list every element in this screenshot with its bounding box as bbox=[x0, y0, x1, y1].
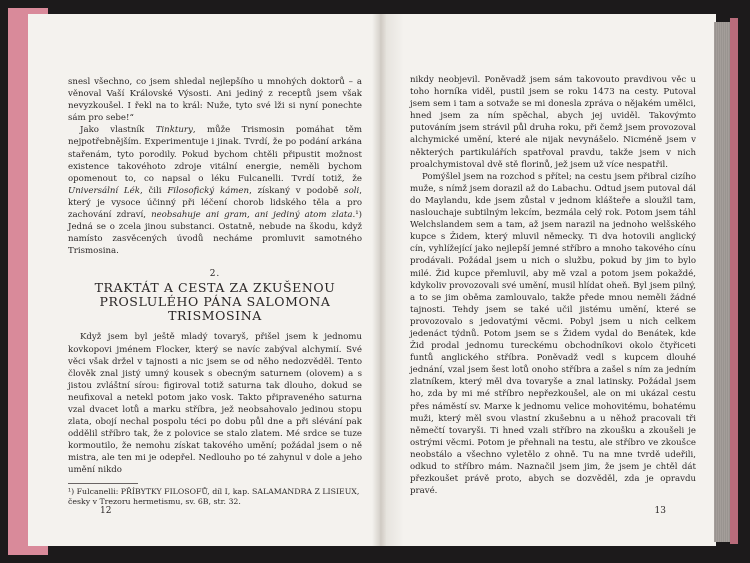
right-page bbox=[386, 14, 716, 546]
footnote-divider bbox=[68, 483, 138, 484]
chapter-title bbox=[68, 281, 362, 323]
right-paragraph-2: Pomýšlel jsem na rozchod s přítel; na cestu jsem přibral cizího muže, s nímž jsem dorazil až do Labachu. Odtud jsem putoval dál do Maylandu, kde jsem zůstal v jednom klášteře a sloužil tam, naslouchaje subtilným lekcím, bezmála celý rok. Potom jsem táhl Welchslandem sem a tam, až jsem narazil na jednoho welšského kupce s Židem, který mluvil německy. Ti dva hotovili anglický cín, vyhlížející jako nejlepší jemné stříbro a mnoho takového cínu prodávali. Požádal jsem u nich o službu, pokud by jim to bylo milé. Žid kupce přemluvil, aby mě vzal a potom jsem pokaždé, kdykoliv provozovali své umění, musil hlídat oheň. Byl jsem pilný, a to se jim oběma zamlouvalo, takže přede mnou neměli žádné tajnosti. Tehdy jsem se také učil jistému umění, které se provozovalo s jedovatými věcmi. Pobyl jsem u nich celkem jedenáct týdnů. Potom jsem se s Židem vydal do Benátek, kde Žid prodal jednomu tureckému obchodníkovi okolo čtyřiceti funtů anglického stříbra. Poněvadž vedl s kupcem dlouhé jednání, vzal jsem šest lotů onoho stříbra a zašel s ním za jedním zlatníkem, který měl dva tovaryše a znal latinsky. Požádal jsem ho, zda by mi mé stříbro nepřezkoušel, ale on mi ukázal cestu přes náměstí sv. Marxe k jednomu velice mohovitému, bohatému muži, který měl svou vlastní zkušebnu a u něhož pracovali tři němečtí tovaryši. Ti hned vzali stříbro na zkoušku a zkoušeli je ostrými věcmi. Potom je přehnali na testu, ale stříbro ve zkoušce neobstálo a všechno vyletělo z ohně. Tu na mne tvrdě udeřili, odkud to stříbro mám. Naznačil jsem jim, že jsem je chtěl dát přezkoušet právě proto, abych se dozvěděl, zda je opravdu pravé. bbox=[410, 171, 696, 497]
book-cover-edge-right bbox=[730, 18, 738, 544]
footnote: ¹) Fulcanelli: PŘÍBYTKY FILOSOFŮ, díl I, kap. SALAMANDRA Z LISIEUX, česky v Trezoru hermetismu, sv. 6B, str. 32. bbox=[68, 486, 360, 507]
left-page bbox=[28, 14, 376, 546]
page-number-left: 12 bbox=[100, 506, 112, 516]
chapter-number: 2. bbox=[209, 269, 221, 280]
chapter-title-line-1: TRAKTÁT A CESTA ZA ZKUŠENOU bbox=[94, 280, 336, 296]
page-number-right: 13 bbox=[654, 506, 666, 516]
chapter-paragraph: Když jsem byl ještě mladý tovaryš, přišel jsem k jednomu kovkopovi jménem Flocker, který se navíc zabýval alchymií. Své věci však držel v tajnosti a nic jsem se od něho nedozvěděl. Tento člověk znal jistý umný kousek s obecným saturnem (olovem) a s jistou zvláštní sírou: figiroval totiž saturna tak dlouho, dokud se neufixoval a netekl potom jako vosk. Takto připraveného saturna vzal dvacet lotů a marku stříbra, jež neobsahovalo jedinou stopu zlata, obojí nechal pospolu téci po dobu půl dne a při slévání pak oddělil stříbro tak, že z polovice se stalo zlatem. Mé srdce se tuze kormoutilo, že nemohu získat takového umění; požádal jsem o ně mistra, ale ten mi je odepřel. Nedlouho po té zahynul v dole a jeho umění nikdo bbox=[68, 332, 362, 476]
left-paragraph-2: Jako vlastník Tinktury, může Trismosin pomáhat těm nejpotřebnějším. Experimentuje i jinak. Tvrdí, že po podání arkána stařenám, tyto porodily. Pokud bychom chtěli připustit možnost existence takovéhoto zdroje vitální energie, neměli bychom opomenout to, co napsal o léku Fulcanelli. Tvrdí totiž, že Universální Lék, čili Filosofický kámen, získaný v podobě soli, který je vysoce účinný při léčení chorob lidského těla a pro zachování zdraví, neobsahuje ani gram, ani jediný atom zlata.¹) Jedná se o zcela jinou substanci. Ostatně, nebude na škodu, když namísto zasvěcených úvodů necháme promluvit samotného Trismosina. bbox=[68, 125, 363, 257]
left-paragraph-1: snesl všechno, co jsem shledal nejlepšího u mnohých doktorů – a věnoval Vaší Královské Výsosti. Ani jediný z receptů jsem však nevyzkoušel. I řekl na to král: Nuže, tyto své lži si nyní ponechte sám pro sebe!“ bbox=[68, 77, 362, 124]
chapter-title-line-2: PROSLULÉHO PÁNA SALOMONA bbox=[99, 294, 331, 310]
book-spread bbox=[8, 8, 742, 555]
chapter-title-line-3: TRISMOSINA bbox=[168, 308, 262, 324]
right-paragraph-1: nikdy neobjevil. Poněvadž jsem sám takovouto pravdivou věc u toho horníka viděl, pustil jsem se roku 1473 na cesty. Putoval jsem sem i tam a sotvaže se mi donesla zpráva o nějakém umělci, hned jsem za ním spěchal, abych jej uviděl. Takovýmto putováním jsem strávil půl druha roku, při čemž jsem provozoval alchymické umění, které ale nijak nevynášelo. Nicméně jsem v některých partikulářích spatřoval pravdu, takže jsem v nich proalchymistoval dvě stě florinů, jež jsem už více nespatřil. bbox=[410, 75, 696, 170]
